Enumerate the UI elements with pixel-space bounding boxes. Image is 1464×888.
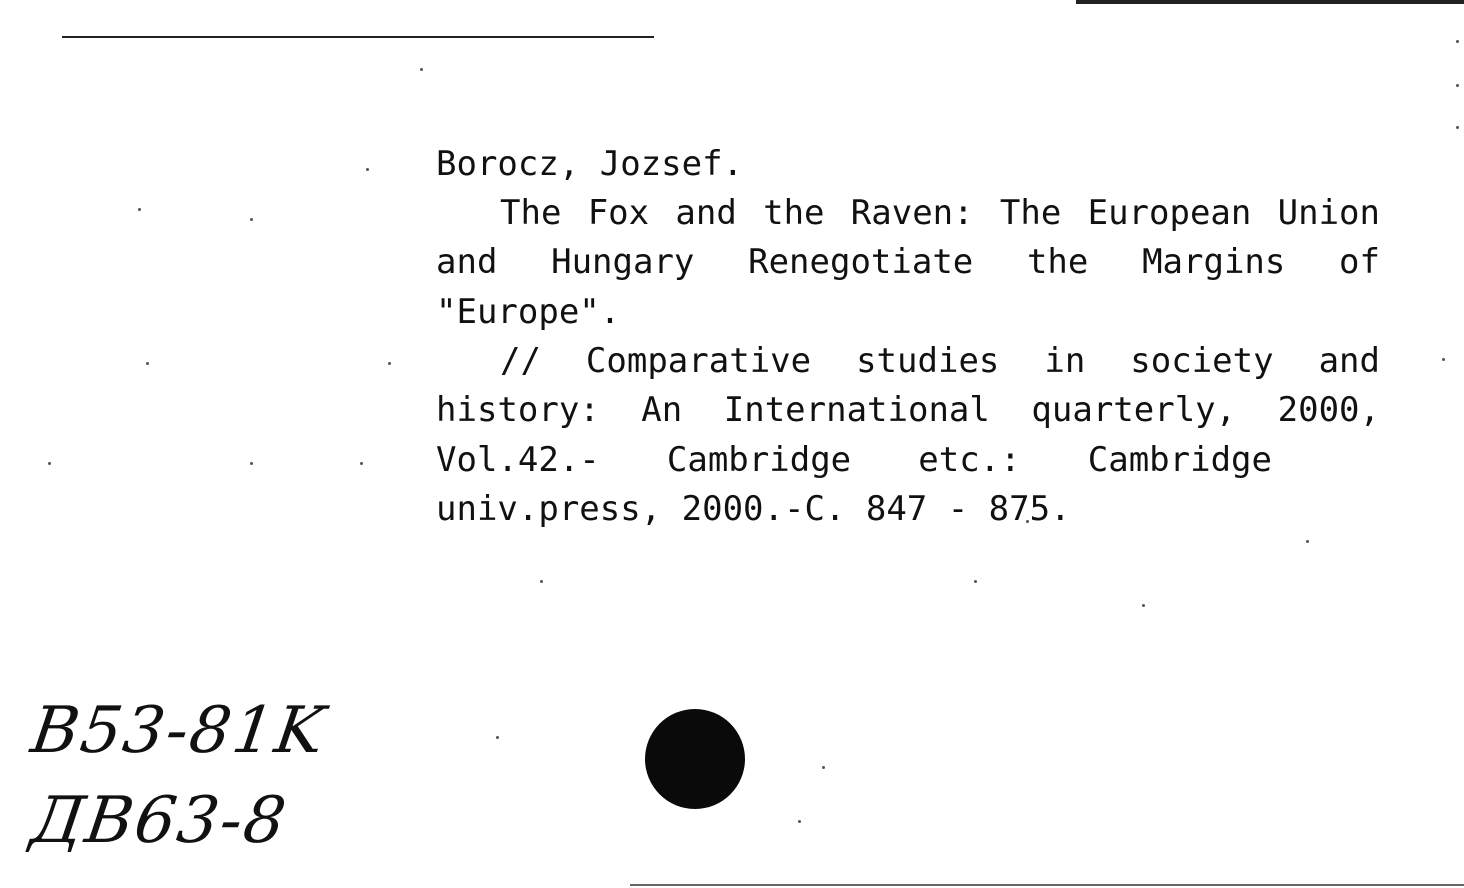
speck [1306,540,1309,543]
top-left-rule [62,36,654,38]
top-right-rule [1076,0,1464,4]
source-line-2: history: An International quarterly, 2000, [436,390,1380,430]
speck [1456,84,1459,87]
speck [138,208,141,211]
speck [1456,126,1459,129]
speck [1442,358,1445,361]
speck [250,218,253,221]
shelf-mark-2: ДВ63-8 [26,784,293,858]
author-heading: Borocz, Jozsef. [436,144,744,184]
title-line-1: The Fox and the Raven: The European Union [500,193,1380,233]
shelf-mark-1: B53-81K [26,694,331,768]
speck [540,580,543,583]
title-line-3: "Europe". [436,292,621,332]
source-line-3: Vol.42.- Cambridge etc.: Cambridge [436,440,1272,480]
speck [360,462,363,465]
speck [1456,40,1459,43]
title-line-2: and Hungary Renegotiate the Margins of [436,242,1380,282]
punch-hole [645,709,745,809]
source-line-4: univ.press, 2000.-C. 847 - 875. [436,489,1071,529]
speck [798,820,801,823]
speck [822,766,825,769]
speck [974,580,977,583]
speck [1142,604,1145,607]
source-line-1: // Comparative studies in society and [500,341,1380,381]
speck [366,168,369,171]
speck [250,462,253,465]
speck [420,68,423,71]
bottom-edge-rule [630,884,1464,886]
speck [48,462,51,465]
speck [388,362,391,365]
speck [496,736,499,739]
speck [146,362,149,365]
